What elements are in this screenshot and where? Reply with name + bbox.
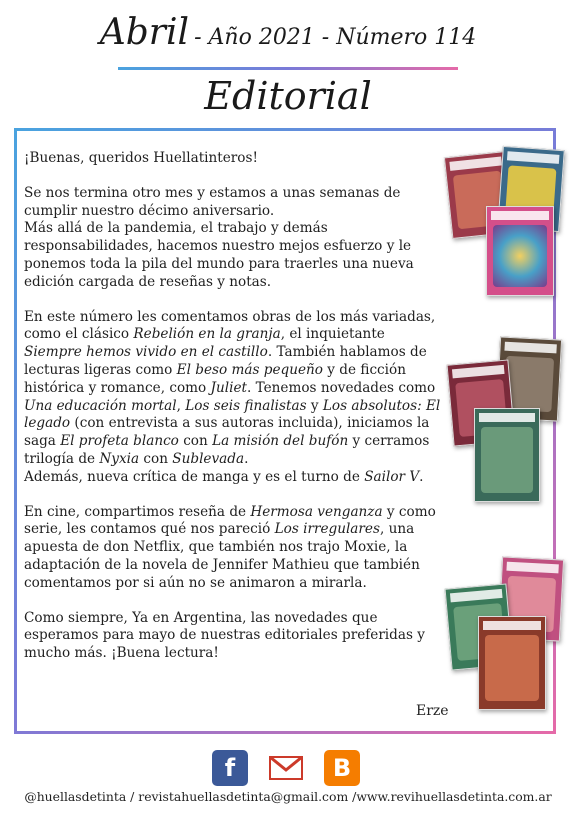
title-sailor-v: Sailor V	[364, 468, 420, 485]
title-rebelion-en-la-granja: Rebelión en la granja	[133, 326, 281, 343]
issue-month: Abril	[99, 12, 189, 53]
title-nyxia: Nyxia	[99, 450, 140, 467]
title-los-seis-finalistas: Los seis finalistas	[185, 397, 307, 414]
text-run: , una apuesta de don Netflix, que también nos trajo Moxie, la adaptación de la novela de Jennifer Mathieu que también comentamos por si aún no se animaron a mirarla.	[24, 521, 420, 591]
text-run: con	[139, 450, 173, 467]
paragraph-4: Como siempre, Ya en Argentina, las novedades que esperamos para mayo de nuestras editoriales preferidas y mucho más. ¡Buena lectura!	[24, 609, 425, 662]
issue-year-number: - Año 2021 - Número 114	[194, 25, 477, 50]
header-divider	[118, 67, 458, 70]
text-run: y	[306, 397, 323, 414]
paragraph-1-line-b: Más allá de la pandemia, el trabajo y demás responsabilidades, hacemos nuestro mejos esfuerzo y le ponemos toda la pila del mundo para traerles una nueva edición cargada de reseñas y notas.	[24, 220, 414, 290]
facebook-icon[interactable]: f	[212, 750, 248, 786]
paragraph-3	[24, 504, 444, 593]
magazine-cover	[486, 206, 554, 296]
magazine-cover	[478, 616, 546, 710]
social-icons	[212, 750, 372, 788]
title-los-absolutos: Los absolutos: El legado	[24, 397, 441, 432]
text-run: y de ficción histórica y romance, como	[24, 361, 406, 396]
title-la-mision-del-bufon: La misión del bufón	[212, 433, 349, 450]
title-los-irregulares: Los irregulares	[274, 521, 380, 538]
text-run: y como serie, les contamos qué nos pareció	[24, 503, 436, 538]
editorial-body	[24, 150, 444, 680]
text-run: . Tenemos novedades como	[246, 379, 436, 396]
paragraph-1-line-a: Se nos termina otro mes y estamos a unas semanas de cumplir nuestro décimo aniversario.	[24, 184, 401, 219]
text-run: Además, nueva crítica de manga y es el turno de	[24, 468, 365, 485]
title-el-profeta-blanco: El profeta blanco	[60, 433, 179, 450]
title-sublevada: Sublevada	[172, 450, 245, 467]
greeting: ¡Buenas, queridos Huellatinteros!	[24, 150, 258, 166]
magazine-cover	[474, 408, 540, 502]
text-run: (con entrevista a sus autoras incluida), iniciamos la saga	[24, 415, 430, 450]
paragraph-2	[24, 309, 444, 487]
text-run: . También hablamos de lecturas ligeras como	[24, 344, 427, 378]
text-run: ,	[176, 397, 186, 414]
text-run: .	[244, 450, 249, 467]
title-hermosa-venganza: Hermosa venganza	[250, 503, 383, 520]
text-run: En este número les comentamos obras de los más variadas, como el clásico	[24, 308, 436, 343]
signature: Erze	[416, 703, 449, 719]
blogger-icon[interactable]: B	[324, 750, 360, 786]
section-title: Editorial	[204, 74, 372, 118]
title-juliet: Juliet	[210, 379, 247, 396]
contact-line: @huellasdetinta / revistahuellasdetinta@gmail.com /www.revihuellasdetinta.com.ar	[24, 789, 552, 804]
title-una-educacion-mortal: Una educación mortal	[24, 397, 177, 414]
text-run: con	[178, 433, 213, 450]
issue-header	[0, 12, 576, 53]
title-siempre-hemos-vivido: Siempre hemos vivido en el castillo	[24, 344, 268, 361]
paragraph-1	[24, 185, 444, 292]
title-el-beso-mas-pequeno: El beso más pequeño	[176, 361, 323, 378]
gmail-icon[interactable]	[268, 750, 304, 786]
text-run: En cine, compartimos reseña de	[24, 503, 251, 520]
text-run: y cerramos trilogía de	[24, 433, 430, 467]
text-run: , el inquietante	[280, 326, 385, 343]
text-run: .	[419, 468, 424, 485]
